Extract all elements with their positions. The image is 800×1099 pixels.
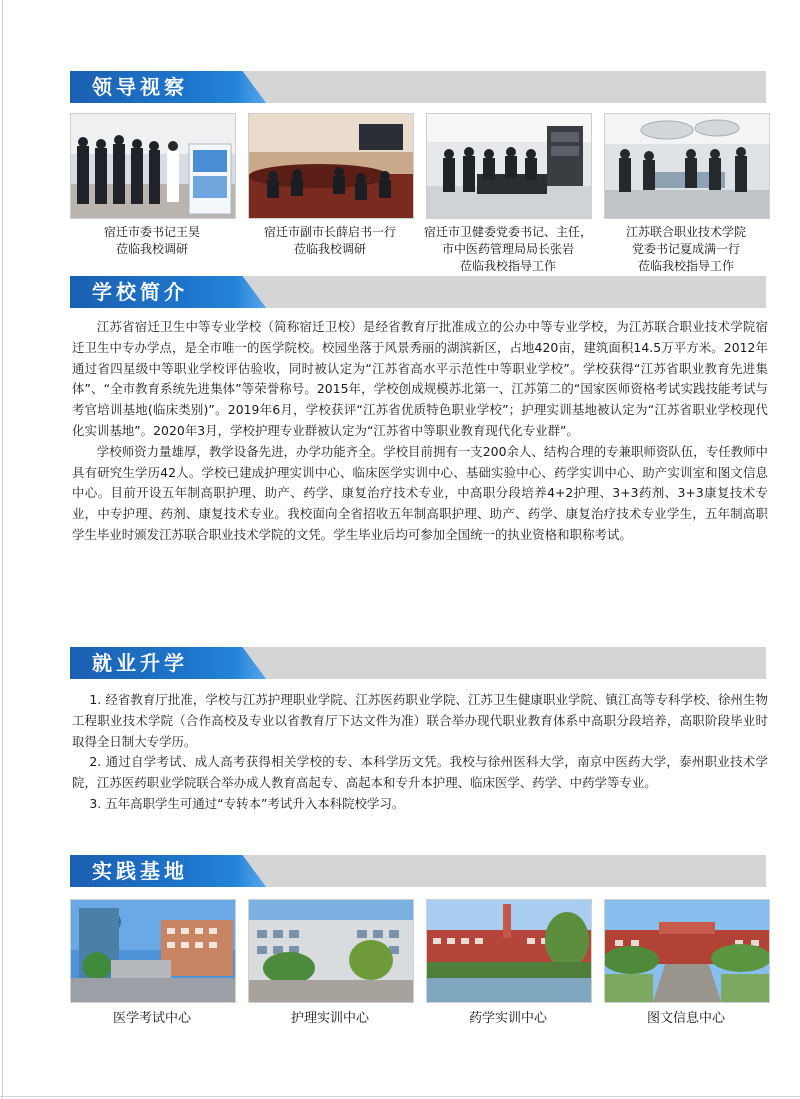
intro-paragraph-2: 学校师资力量雄厚，教学设备先进，办学功能齐全。学校目前拥有一支200余人、结构合理的专兼职师资队伍，专任教师中具有研究生学历42人。学校已建成护理实训中心、临床医学实训中心、基础实验中心、药学实训中心、助产实训室和图文信息中心。目前开设五年制高职护理、助产、药学、康复治疗技术专业，中高职分段培养4+2护理、3+3药剂、3+3康复技术专业，中专护理、药剂、康复技术专业。我校面向全省招收五年制高职护理、助产、药学、康复治疗技术专业学生，五年制高职学生毕业时颁发江苏联合职业技术学院的文凭。学生毕业后均可参加全国统一的执业资格和职称考试。 — [72, 443, 768, 542]
caption-line: 宿迁市卫健委党委书记、主任， — [423, 225, 592, 239]
section-title-practice: 实践基地 — [92, 859, 188, 883]
career-item-3: 3. 五年高职学生可通过“专转本”考试升入本科院校学习。 — [89, 795, 405, 811]
caption-line: 市中医药管理局局长张岩 — [441, 242, 574, 256]
page-border-left — [2, 0, 3, 1099]
intro-paragraph-1: 江苏省宿迁卫生中等专业学校（简称宿迁卫校）是经省教育厅批准成立的公办中等专业学校，为江苏联合职业技术学院宿迁卫生中专办学点，是全市唯一的医学院校。校园坐落于风景秀丽的湖滨新区，占地420亩，建筑面积14.5万平方米。2012年通过省四星级中等职业学校评估验收，同时被认定为“江苏省高水平示范性中等职业学校”。学校获得“江苏省职业教育先进集体”、“全市教育系统先进集体”等荣誉称号。2015年，学校创成规模苏北第一、江苏第二的“国家医师资格考试实践技能考试与考官培训基地(临床类别)”。2019年6月，学校获评“江苏省优质特色职业学校”；护理实训基地被认定为“江苏省职业学校现代化实训基地”。2020年3月，学校护理专业群被认定为“江苏省中等职业教育现代化专业群”。 — [72, 319, 768, 438]
practice-photo-3 — [426, 899, 592, 1003]
leadership-photo-4 — [604, 113, 770, 219]
practice-caption-3: 药学实训中心 — [468, 1011, 547, 1026]
page-border-bottom — [0, 1096, 800, 1097]
caption-line: 莅临我校指导工作 — [459, 259, 556, 273]
leadership-caption-3 — [410, 224, 606, 275]
leadership-photo-3 — [426, 113, 592, 219]
caption-line: 莅临我校调研 — [293, 242, 366, 256]
section-header-practice — [70, 855, 766, 887]
leadership-caption-2 — [248, 224, 412, 258]
leadership-photo-1 — [70, 113, 236, 219]
intro-text — [72, 317, 768, 546]
section-header-intro — [70, 276, 766, 308]
leadership-photo-2 — [248, 113, 414, 219]
practice-caption-4: 图文信息中心 — [646, 1011, 725, 1026]
career-item-1: 1. 经省教育厅批准，学校与江苏护理职业学院、江苏医药职业学院、江苏卫生健康职业学院、镇江高等专科学校、徐州生物工程职业技术学院（合作高校及专业以省教育厅下达文件为准）联合举办现代职业教育体系中高职分段培养，高职阶段毕业时取得全日制大专学历。 — [72, 692, 768, 749]
practice-caption-1: 医学考试中心 — [112, 1011, 191, 1026]
caption-line: 莅临我校指导工作 — [637, 259, 734, 273]
section-title-career: 就业升学 — [92, 651, 188, 675]
practice-photo-2 — [248, 899, 414, 1003]
career-text — [72, 690, 768, 815]
leadership-caption-1 — [70, 224, 234, 258]
section-title-leadership: 领导视察 — [92, 75, 188, 99]
caption-line: 宿迁市副市长薛启书一行 — [263, 225, 396, 239]
practice-photo-4 — [604, 899, 770, 1003]
leadership-caption-4 — [596, 224, 776, 275]
caption-line: 宿迁市委书记王昊 — [103, 225, 200, 239]
practice-photo-1 — [70, 899, 236, 1003]
caption-line: 莅临我校调研 — [115, 242, 188, 256]
section-header-career — [70, 647, 766, 679]
section-title-intro: 学校简介 — [92, 280, 188, 304]
caption-line: 江苏联合职业技术学院 — [625, 225, 746, 239]
caption-line: 党委书记夏成满一行 — [631, 242, 740, 256]
career-item-2: 2. 通过自学考试、成人高考获得相关学校的专、本科学历文凭。我校与徐州医科大学，南京中医药大学，泰州职业技术学院，江苏医药职业学院联合举办成人教育高起专、高起本和专升本护理、临床医学、药学、中药学等专业。 — [72, 754, 768, 791]
practice-caption-2: 护理实训中心 — [290, 1011, 369, 1026]
section-header-leadership — [70, 71, 766, 103]
